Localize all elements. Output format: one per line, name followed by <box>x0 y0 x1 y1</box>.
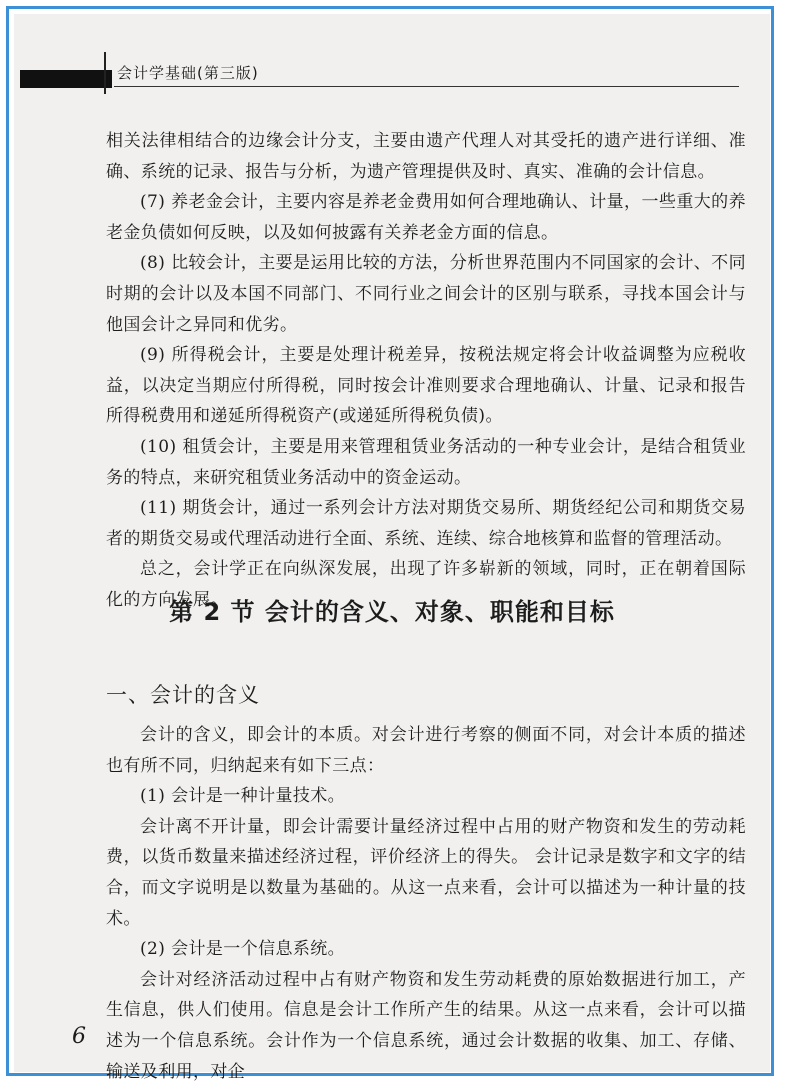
text-block-1 <box>106 126 746 616</box>
paragraph: (2) 会计是一个信息系统。 <box>140 939 346 960</box>
paragraph: (7) 养老金会计，主要内容是养老金费用如何合理地确认、计量，一些重大的养老金负债如何反映，以及如何披露有关养老金方面的信息。 <box>106 192 746 243</box>
header-divider <box>104 52 106 94</box>
paragraph: (10) 租赁会计，主要是用来管理租赁业务活动的一种专业会计，是结合租赁业务的特点，来研究租赁业务活动中的资金运动。 <box>106 436 746 488</box>
paragraph: (8) 比较会计，主要是运用比较的方法，分析世界范围内不同国家的会计、不同时期的会计以及本国不同部门、不同行业之间会计的区别与联系，寻找本国会计与他国会计之异同和优劣。 <box>106 253 746 335</box>
running-header-title: 会计学基础(第三版) <box>117 64 259 82</box>
paragraph: 会计的含义，即会计的本质。对会计进行考察的侧面不同，对会计本质的描述也有所不同，归纳起来有如下三点： <box>106 725 746 776</box>
paragraph: 会计离不开计量，即会计需要计量经济过程中占用的财产物资和发生的劳动耗费，以货币数量来描述经济过程，评价经济上的得失。 会计记录是数字和文字的结合，而文字说明是以数量为基础的。从这一点来看，会计可以描述为一种计量的技术。 <box>106 816 746 929</box>
paragraph: 总之，会计学正在向纵深发展，出现了许多崭新的领域，同时，正在朝着国际化的方向发展。 <box>106 559 746 610</box>
header-black-bar <box>20 70 112 88</box>
paragraph: (1) 会计是一种计量技术。 <box>140 786 346 807</box>
page-number: 6 <box>72 1024 86 1049</box>
book-page <box>14 14 770 1082</box>
paragraph: 会计对经济活动过程中占有财产物资和发生劳动耗费的原始数据进行加工，产生信息，供人们使用。信息是会计工作所产生的结果。从这一点来看，会计可以描述为一个信息系统。会计作为一个信息系统，通过会计数据的收集、加工、存储、输送及利用，对企 <box>106 969 746 1082</box>
section-title: 第 2 节 会计的含义、对象、职能和目标 <box>169 598 615 626</box>
paragraph: (9) 所得税会计，主要是处理计税差异，按税法规定将会计收益调整为应税收益，以决定当期应付所得税，同时按会计准则要求合理地确认、计量、记录和报告所得税费用和递延所得税资产(或递延所得税负债)。 <box>106 345 746 427</box>
paragraph: 相关法律相结合的边缘会计分支，主要由遗产代理人对其受托的遗产进行详细、准确、系统的记录、报告与分析，为遗产管理提供及时、真实、准确的会计信息。 <box>106 131 746 182</box>
paragraph: (11) 期货会计，通过一系列会计方法对期货交易所、期货经纪公司和期货交易者的期货交易或代理活动进行全面、系统、连续、综合地核算和监督的管理活动。 <box>106 498 746 549</box>
header-rule <box>114 86 739 87</box>
text-block-2 <box>106 720 746 1087</box>
subsection-heading: 一、会计的含义 <box>106 683 260 707</box>
